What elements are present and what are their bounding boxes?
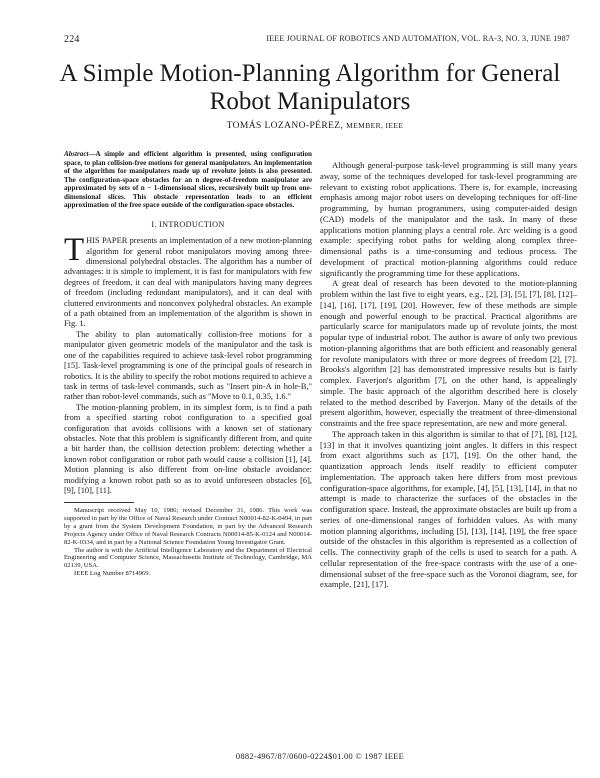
right-paragraph-2: A great deal of research has been devoted to the motion-planning problem within the last five to eight years, e.g., [2], [3], [5], [7], [8], [12]–[14], [16], [17], [19], [20]. However, few of these methods are simple enough and powerful enough to be practical. Practical algorithms are particularly scarce for manipulators made up of revolute joints, the most popular type of industrial robot. The author is aware of only two previous motion-planning algorithms that are both efficient and reasonably general for revolute manipulators with three or more degrees of freedom [2], [7]. Brooks's algorithm [2] has demonstrated impressive results but is fairly complex. Faverjon's algorithm [7], on the other hand, is appealingly simple. The basic approach of the algorithm described here is closely related to the method described by Faverjon. Many of the details of the present algorithm, however, especially the treatment of three-dimensional constraints and the free space representation, are new and more general. <box>320 278 577 428</box>
journal-citation: IEEE JOURNAL OF ROBOTICS AND AUTOMATION, VOL. RA-3, NO. 3, JUNE 1987 <box>266 34 570 43</box>
running-head <box>64 34 570 46</box>
intro-paragraph-1-text: HIS PAPER presents an implementation of a new motion-planning algorithm for general robot manipulators moving among three-dimensional polyhedral obstacles. The algorithm has a number of advantages: it is simple to implement, it is fast for manipulators with few degrees of freedom, it can deal with manipulators having many degrees of freedom (including redundant manipulators), and it can deal with cluttered environments and nonconvex polyhedral obstacles. An example of a path obtained from an implementation of the algorithm is shown in Fig. 1. <box>64 236 312 329</box>
page-number: 224 <box>64 34 80 45</box>
abstract-text: —A simple and efficient algorithm is presented, using configuration space, to plan collision-free motions for general manipulators. An implementation of the algorithm for manipulators made up of revolute joints is also presented. The configuration-space obstacles for an n degree-of-freedom manipulator are approximated by sets of n − 1-dimensional slices, recursively built up from one-dimensional slices. This obstacle representation leads to an efficient approximation of the free space outside of the configuration-space obstacles. <box>64 150 312 210</box>
copyright-code: 0882-4967/87/0600-0224$01.00 © 1987 IEEE <box>235 752 405 761</box>
footnote-log-number: IEEE Log Number 8714969. <box>74 570 151 578</box>
footnote-received: Manuscript received May 10, 1986; revised December 31, 1986. This work was supported in part by the Office of Naval Research under Contract N00014-82-K-0494, in part by a grant from the System Development Foundation, in part by the Advanced Research Projects Agency under Office of Naval Research Contracts N00014-85-K-0124 and N00014-82-K-0334, and in part by a National Science Foundation Young Investigator Grant. <box>64 507 312 546</box>
intro-paragraph-2: The ability to plan automatically collision-free motions for a manipulator given geometric models of the manipulator and the task is one of the capabilities required to achieve task-level robot programming [15]. Task-level programming is one of the principal goals of research in robotics. It is the ability to specify the robot motions required to achieve a task in terms of task-level commands, such as "Insert pin-A in hole-B," rather than robot-level commands, such as "Move to 0.1, 0.35, 1.6." <box>64 329 312 402</box>
section-heading-introduction: I. INTRODUCTION <box>151 219 225 229</box>
title-line-2: Robot Manipulators <box>209 88 411 115</box>
footnote-block <box>64 507 312 578</box>
author-line <box>60 121 570 131</box>
drop-cap: T <box>64 232 85 269</box>
abstract-label: Abstract <box>64 150 89 158</box>
footnote-divider <box>64 502 134 503</box>
abstract <box>64 150 312 210</box>
author-name: TOMÁS LOZANO-PÉREZ, <box>226 121 344 131</box>
title-line-1: A Simple Motion-Planning Algorithm for General <box>59 60 561 87</box>
paper-title <box>40 60 580 116</box>
right-paragraph-1: Although general-purpose task-level programming is still many years away, some of the techniques developed for task-level programming are relevant to existing robot applications. There is, for example, increasing emphasis among major robot users on developing techniques for off-line programming, by human programmers, using computer-aided design (CAD) models of the manipulator and the task. In many of these applications motion planning plays a central role. Arc welding is a good example: specifying robot paths for welding along complex three-dimensional paths is a time-consuming and tedious process. The development of practical motion-planning algorithms could reduce significantly the programming time for these applications. <box>320 160 577 278</box>
author-membership: MEMBER, IEEE <box>346 121 404 130</box>
intro-paragraph-1 <box>64 232 312 330</box>
right-paragraph-3: The approach taken in this algorithm is similar to that of [7], [8], [12], [13] in that it involves quantizing joint angles. It differs in this respect from exact algorithms such as [17], [19]. On the other hand, the quantization approach lends itself readily to efficient computer implementation. The approach taken here differs from most previous configuration-space algorithms, for example, [4], [5], [13], [14], in that no attempt is made to characterize the surfaces of the obstacles in the configuration space. Instead, the approximate obstacles are built up from a series of one-dimensional ranges of forbidden values. As with many motion planning algorithms, including [5], [13], [14], [19], the free space outside of the obstacles in this algorithm is represented as a collection of cells. The connectivity graph of the cells is used to search for a path. A cellular representation of the free-space contrasts with the use of a one-dimensional subset of the free-space such as the Voronoi diagram, see, for example, [21], [17]. <box>320 428 577 590</box>
right-column <box>320 160 577 590</box>
intro-paragraph-3: The motion-planning problem, in its simplest form, is to find a path from a specified starting robot configuration to a specified goal configuration that avoids collisions with a known set of stationary obstacles. Note that this problem is significantly different from, and quite a bit harder than, the collision detection problem: detecting whether a known robot configuration or robot path would cause a collision [1], [4]. Motion planning is also different from on-line obstacle avoidance: modifying a known robot path so as to avoid unforeseen obstacles [6], [9], [10], [11]. <box>64 402 312 495</box>
left-column <box>64 150 312 578</box>
footnote-affiliation: The author is with the Artificial Intelligence Laboratory and the Department of Electrical Engineering and Computer Science, Massachusetts Institute of Technology, Cambridge, MA 02139, USA. <box>64 546 312 570</box>
